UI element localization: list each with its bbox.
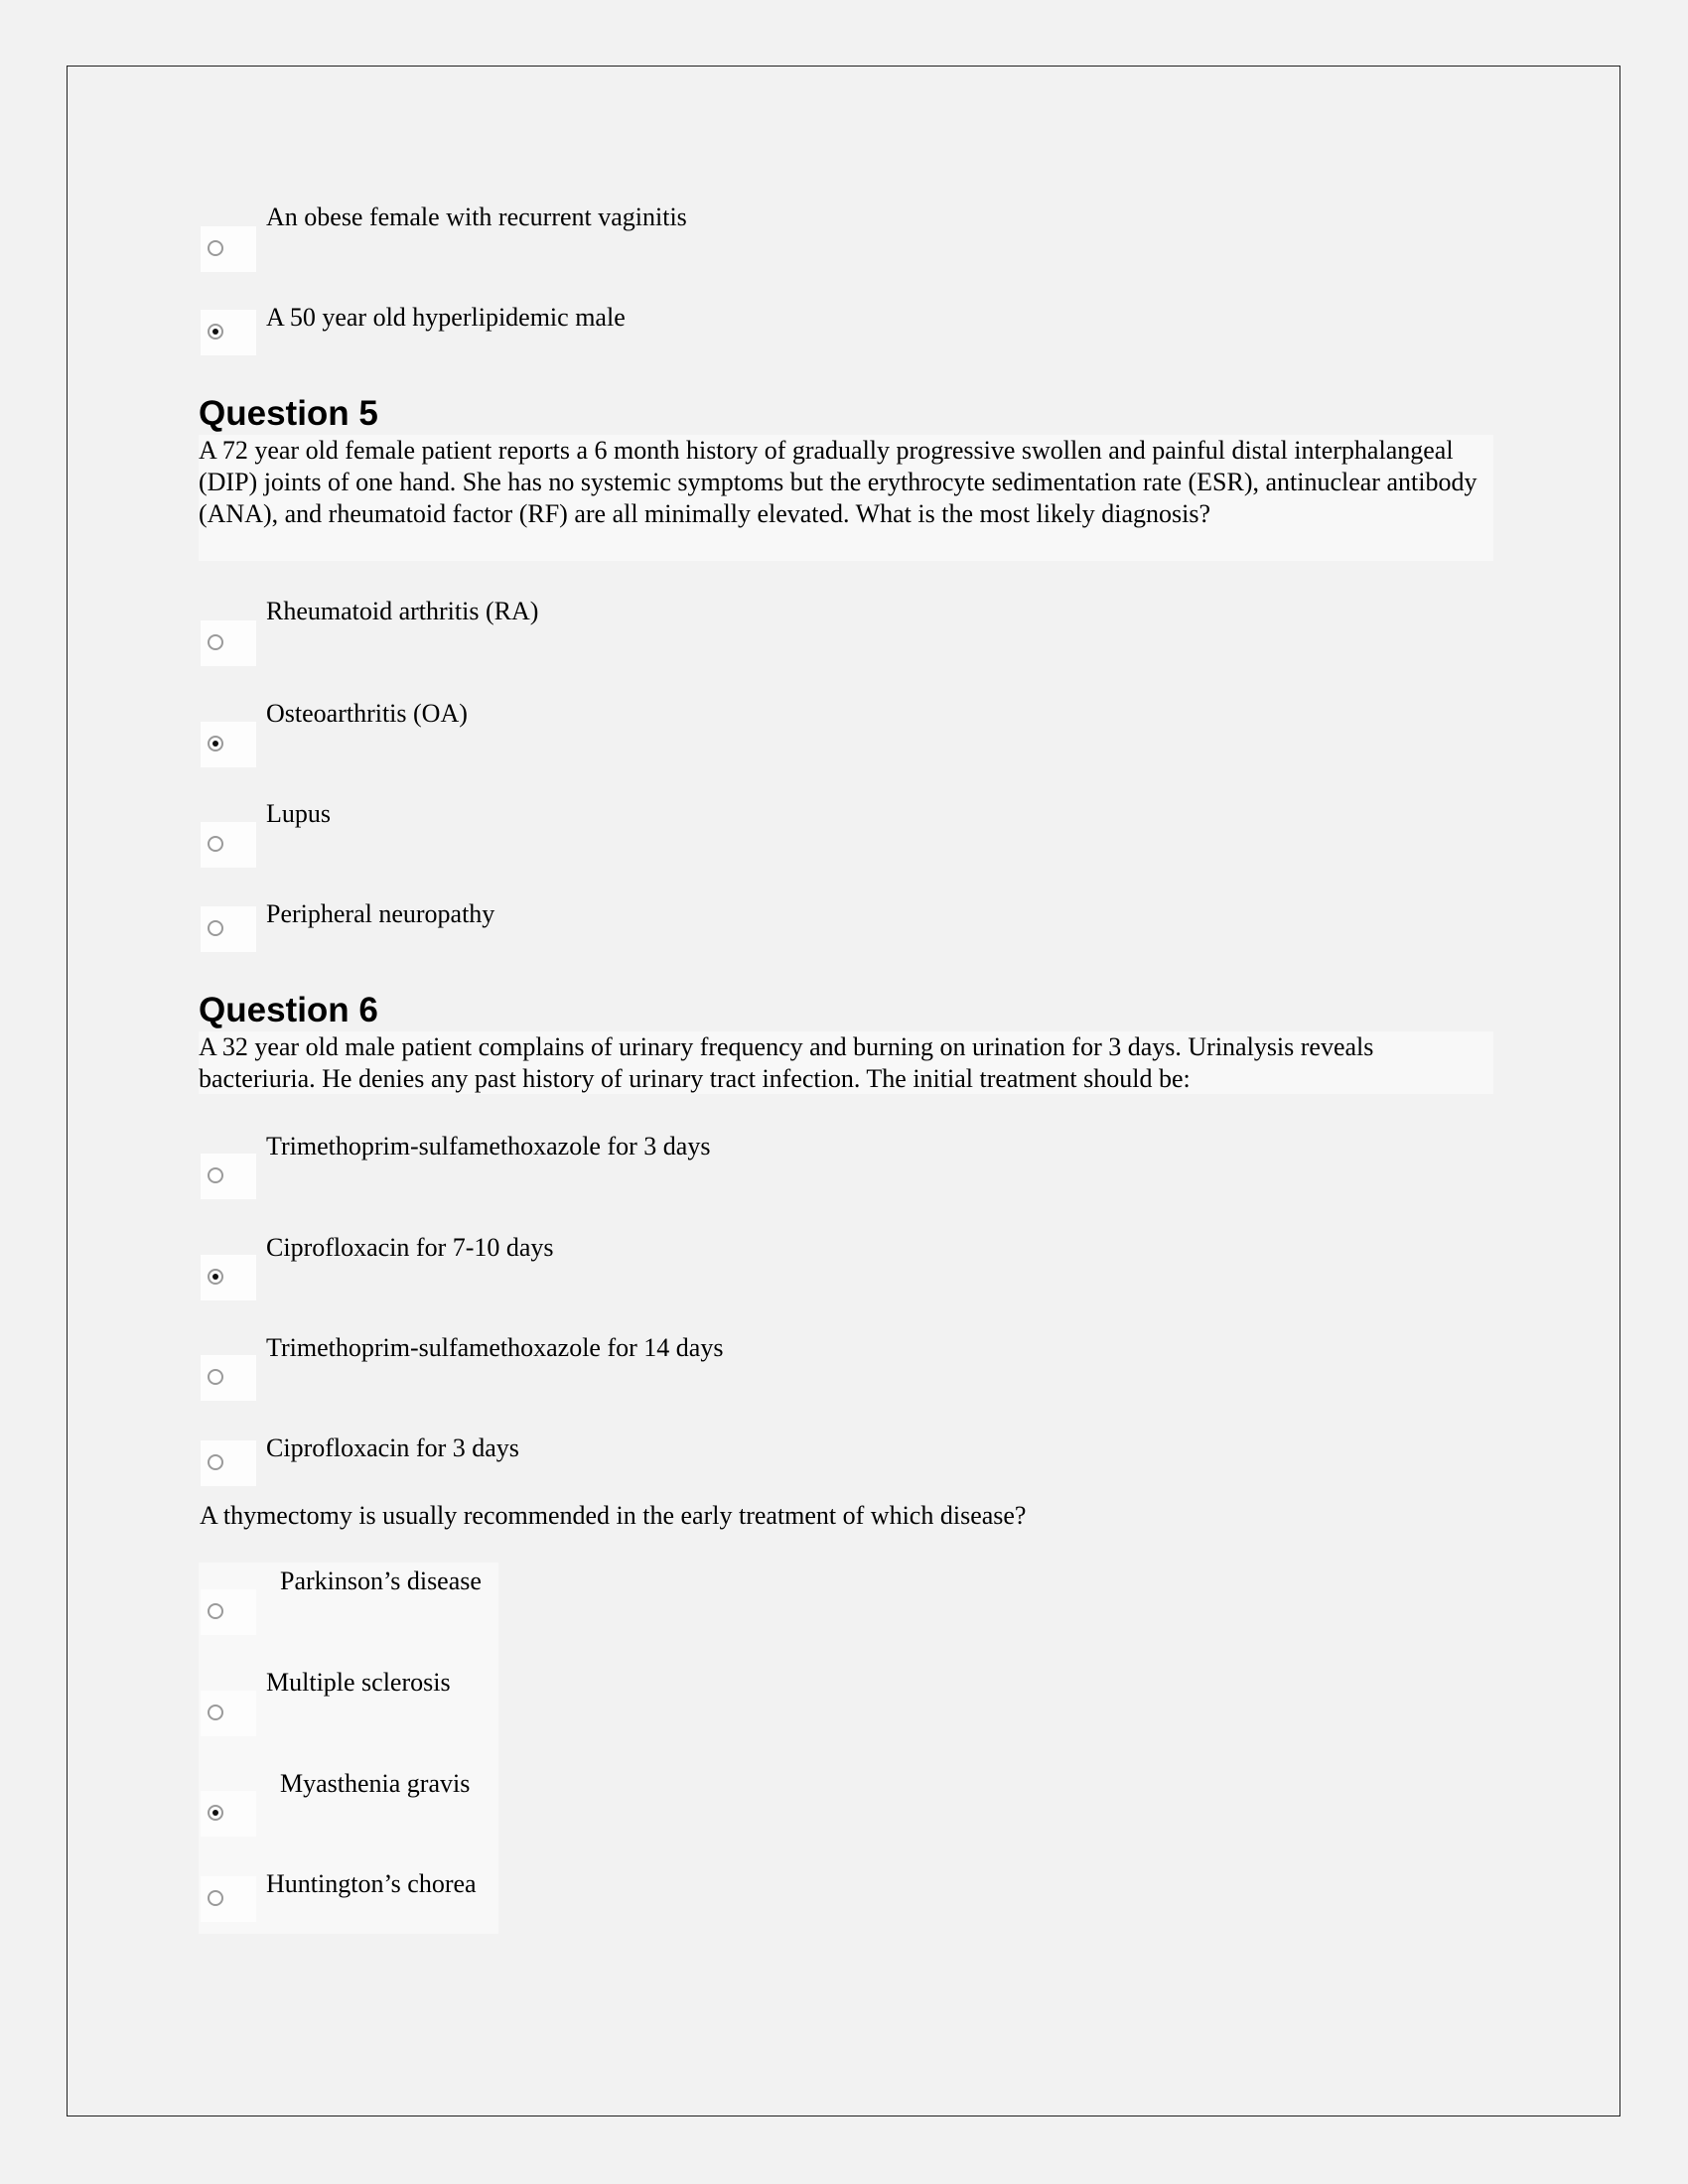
option-label: Parkinson’s disease <box>280 1567 482 1595</box>
option-label: Myasthenia gravis <box>280 1769 471 1798</box>
option-radio-box[interactable] <box>201 1589 256 1635</box>
option-radio-box[interactable] <box>201 1791 256 1837</box>
question-5-title: Question 5 <box>199 394 378 433</box>
option-radio-box[interactable] <box>201 1691 256 1736</box>
radio-button[interactable] <box>208 1890 223 1906</box>
radio-button[interactable] <box>208 1603 223 1619</box>
radio-button[interactable] <box>208 1167 223 1183</box>
radio-button[interactable] <box>208 1369 223 1385</box>
option-radio-box[interactable] <box>201 906 256 952</box>
radio-button-selected[interactable] <box>208 1805 223 1821</box>
option-radio-box[interactable] <box>201 822 256 868</box>
option-label: A 50 year old hyperlipidemic male <box>266 303 626 332</box>
radio-button[interactable] <box>208 240 223 256</box>
radio-button[interactable] <box>208 634 223 650</box>
option-radio-box[interactable] <box>201 722 256 767</box>
option-radio-box[interactable] <box>201 310 256 355</box>
option-radio-box[interactable] <box>201 1440 256 1486</box>
option-radio-box[interactable] <box>201 226 256 272</box>
option-label: Huntington’s chorea <box>266 1869 477 1898</box>
option-label: Ciprofloxacin for 3 days <box>266 1433 519 1462</box>
question-5-text: A 72 year old female patient reports a 6 month history of gradually progressive swollen and painful distal interphalangeal (DIP) joints of one hand. She has no systemic symptoms but the erythrocyte sedimentation rate (ESR), antinuclear antibody (ANA), and rheumatoid factor (RF) are all minimally elevated. What is the most likely diagnosis? <box>199 435 1493 561</box>
option-radio-box[interactable] <box>201 1154 256 1199</box>
question-7-text: A thymectomy is usually recommended in the early treatment of which disease? <box>200 1501 1027 1530</box>
option-radio-box[interactable] <box>201 1876 256 1922</box>
option-label: Lupus <box>266 799 331 828</box>
option-label: Ciprofloxacin for 7-10 days <box>266 1233 554 1262</box>
radio-button[interactable] <box>208 836 223 852</box>
option-label: Trimethoprim-sulfamethoxazole for 14 days <box>266 1333 724 1362</box>
option-radio-box[interactable] <box>201 1255 256 1300</box>
radio-button-selected[interactable] <box>208 324 223 340</box>
radio-button[interactable] <box>208 1454 223 1470</box>
radio-button[interactable] <box>208 920 223 936</box>
option-radio-box[interactable] <box>201 1355 256 1401</box>
radio-button-selected[interactable] <box>208 1269 223 1285</box>
option-label: Multiple sclerosis <box>266 1668 451 1697</box>
question-6-text: A 32 year old male patient complains of urinary frequency and burning on urination for 3 days. Urinalysis reveals bacteriuria. He denies any past history of urinary tract infection. The initial treatment should be: <box>199 1031 1493 1094</box>
option-label: Trimethoprim-sulfamethoxazole for 3 days <box>266 1132 711 1160</box>
radio-button[interactable] <box>208 1705 223 1720</box>
option-label: Rheumatoid arthritis (RA) <box>266 597 539 625</box>
option-radio-box[interactable] <box>201 620 256 666</box>
radio-button-selected[interactable] <box>208 736 223 751</box>
option-label: An obese female with recurrent vaginitis <box>266 203 687 231</box>
option-label: Peripheral neuropathy <box>266 899 495 928</box>
option-label: Osteoarthritis (OA) <box>266 699 468 728</box>
question-6-title: Question 6 <box>199 991 378 1029</box>
